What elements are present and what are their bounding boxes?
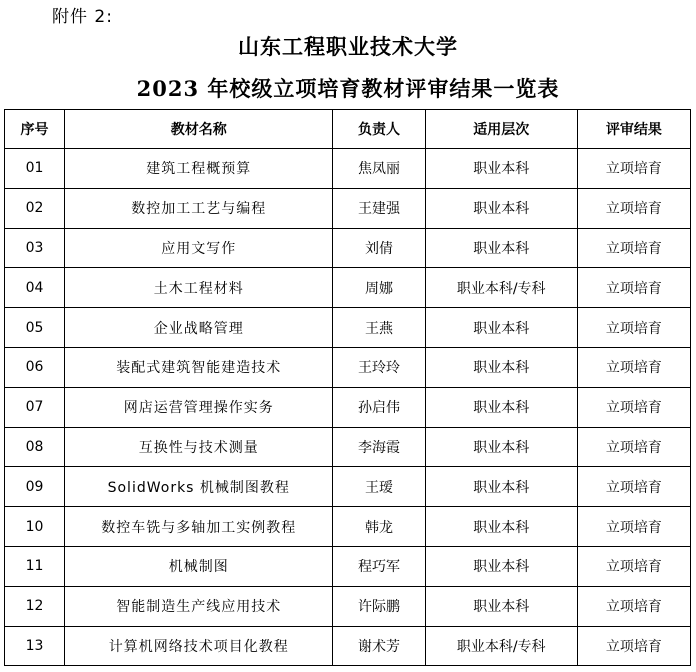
cell-level: 职业本科 [425,347,577,387]
table-row [5,347,691,387]
header-level: 适用层次 [425,110,577,149]
cell-level: 职业本科 [425,149,577,189]
cell-owner: 刘倩 [333,228,425,268]
table-row [5,387,691,427]
cell-result: 立项培育 [577,188,690,228]
cell-result: 立项培育 [577,347,690,387]
cell-owner: 程巧军 [333,546,425,586]
cell-owner: 焦凤丽 [333,149,425,189]
cell-owner: 孙启伟 [333,387,425,427]
cell-no: 06 [5,347,65,387]
cell-name: 计算机网络技术项目化教程 [65,626,333,666]
cell-owner: 谢术芳 [333,626,425,666]
table-row [5,586,691,626]
cell-result: 立项培育 [577,268,690,308]
cell-level: 职业本科/专科 [425,268,577,308]
cell-name: 互换性与技术测量 [65,427,333,467]
cell-name: 智能制造生产线应用技术 [65,586,333,626]
cell-no: 02 [5,188,65,228]
cell-name: 土木工程材料 [65,268,333,308]
cell-name: 网店运营管理操作实务 [65,387,333,427]
table-row [5,308,691,348]
table-row [5,626,691,666]
cell-result: 立项培育 [577,228,690,268]
cell-name: 应用文写作 [65,228,333,268]
cell-name: 建筑工程概预算 [65,149,333,189]
document-title: 2023 年校级立项培育教材评审结果一览表 [136,76,560,101]
cell-no: 10 [5,507,65,547]
cell-owner: 许际鹏 [333,586,425,626]
cell-owner: 王建强 [333,188,425,228]
cell-no: 07 [5,387,65,427]
header-result: 评审结果 [577,110,690,149]
cell-name: 数控加工工艺与编程 [65,188,333,228]
cell-owner: 韩龙 [333,507,425,547]
cell-result: 立项培育 [577,427,690,467]
table-row [5,149,691,189]
cell-no: 05 [5,308,65,348]
table-row [5,268,691,308]
header-owner: 负责人 [333,110,425,149]
cell-no: 08 [5,427,65,467]
cell-result: 立项培育 [577,308,690,348]
cell-level: 职业本科 [425,387,577,427]
cell-owner: 李海霞 [333,427,425,467]
table-row [5,467,691,507]
cell-level: 职业本科 [425,586,577,626]
table-header-row [5,110,691,149]
cell-no: 11 [5,546,65,586]
cell-no: 04 [5,268,65,308]
cell-name: SolidWorks 机械制图教程 [65,467,333,507]
cell-name: 数控车铣与多轴加工实例教程 [65,507,333,547]
cell-level: 职业本科/专科 [425,626,577,666]
cell-owner: 王玲玲 [333,347,425,387]
cell-no: 01 [5,149,65,189]
attachment-label: 附件 2: [52,7,113,27]
header-no: 序号 [5,110,65,149]
cell-level: 职业本科 [425,546,577,586]
cell-level: 职业本科 [425,507,577,547]
results-table [4,109,691,666]
cell-no: 13 [5,626,65,666]
cell-level: 职业本科 [425,467,577,507]
university-title: 山东工程职业技术大学 [238,34,458,59]
cell-level: 职业本科 [425,188,577,228]
cell-level: 职业本科 [425,308,577,348]
cell-name: 企业战略管理 [65,308,333,348]
table-row [5,188,691,228]
cell-no: 09 [5,467,65,507]
cell-result: 立项培育 [577,387,690,427]
cell-result: 立项培育 [577,586,690,626]
cell-name: 机械制图 [65,546,333,586]
cell-owner: 王瑷 [333,467,425,507]
table-row [5,427,691,467]
table-row [5,546,691,586]
cell-result: 立项培育 [577,149,690,189]
cell-result: 立项培育 [577,467,690,507]
table-row [5,228,691,268]
cell-result: 立项培育 [577,507,690,547]
cell-result: 立项培育 [577,546,690,586]
cell-owner: 周娜 [333,268,425,308]
cell-no: 03 [5,228,65,268]
header-name: 教材名称 [65,110,333,149]
cell-level: 职业本科 [425,427,577,467]
cell-no: 12 [5,586,65,626]
cell-name: 装配式建筑智能建造技术 [65,347,333,387]
cell-level: 职业本科 [425,228,577,268]
table-row [5,507,691,547]
cell-owner: 王燕 [333,308,425,348]
cell-result: 立项培育 [577,626,690,666]
